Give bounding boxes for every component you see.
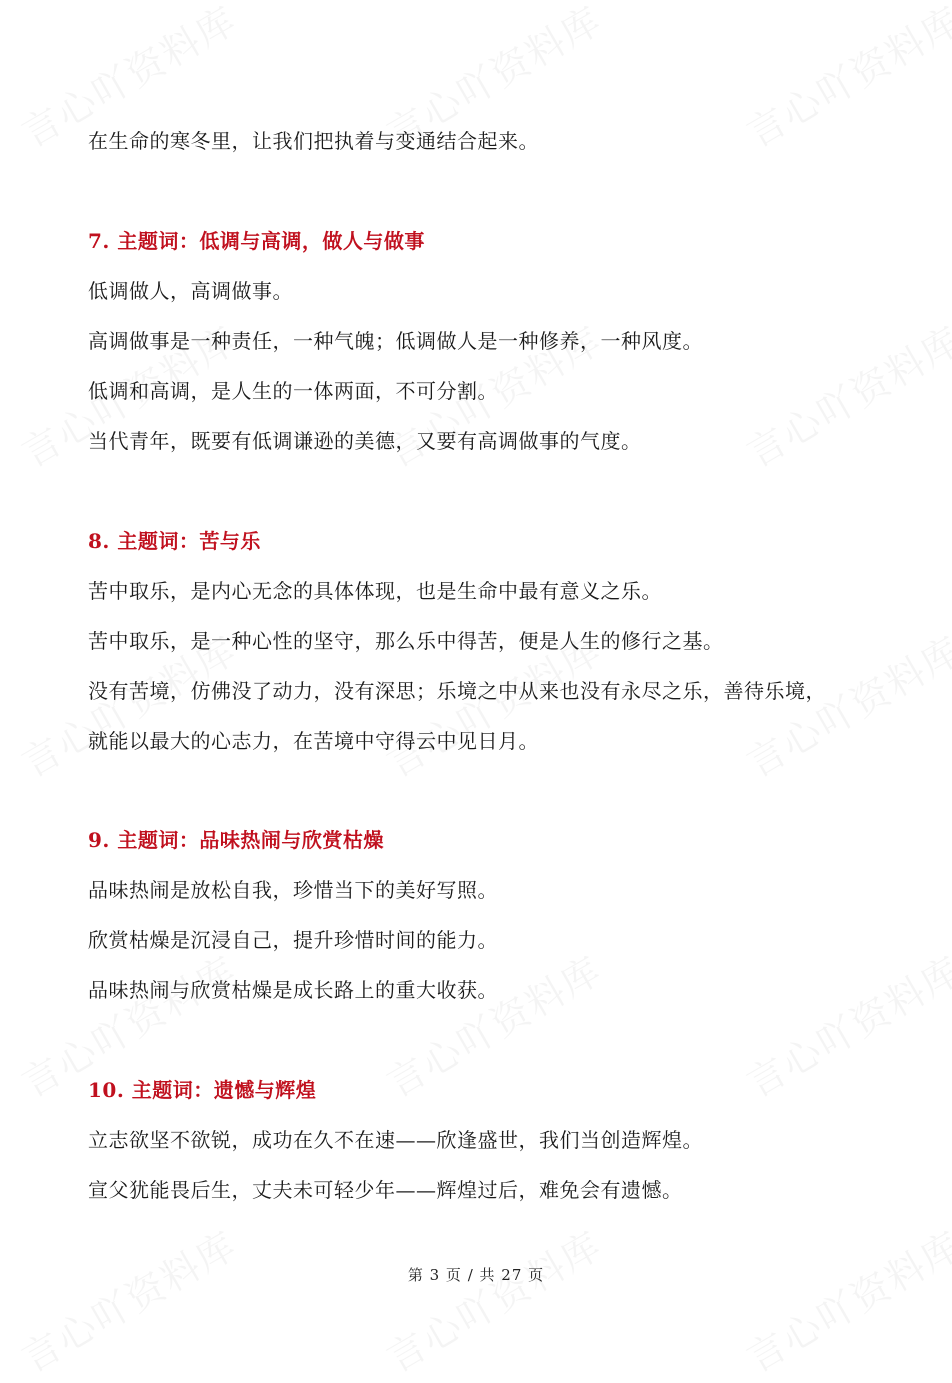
paragraph-line: 低调和高调，是人生的一体两面，不可分割。 (88, 379, 498, 403)
paragraph-line: 低调做人，高调做事。 (88, 279, 293, 303)
section-heading-10: 10. 主题词：遗憾与辉煌 (88, 1078, 317, 1102)
paragraph-line: 高调做事是一种责任，一种气魄；低调做人是一种修养，一种风度。 (88, 329, 703, 353)
page-number-footer: 第 3 页 / 共 27 页 (407, 1266, 545, 1284)
paragraph-line: 就能以最大的心志力，在苦境中守得云中见日月。 (88, 729, 539, 753)
paragraph-line: 欣赏枯燥是沉浸自己，提升珍惜时间的能力。 (88, 928, 498, 952)
paragraph-line: 没有苦境，仿佛没了动力，没有深思；乐境之中从来也没有永尽之乐，善待乐境， (88, 679, 826, 703)
watermark (735, 310, 952, 478)
paragraph-line: 在生命的寒冬里，让我们把执着与变通结合起来。 (88, 129, 539, 153)
section-heading-8: 8. 主题词：苦与乐 (88, 529, 261, 553)
watermark (10, 1215, 245, 1383)
section-heading-7: 7. 主题词：低调与高调，做人与做事 (88, 229, 425, 253)
paragraph-line: 苦中取乐，是内心无念的具体体现，也是生命中最有意义之乐。 (88, 579, 662, 603)
paragraph-line: 品味热闹与欣赏枯燥是成长路上的重大收获。 (88, 978, 498, 1002)
paragraph-line: 品味热闹是放松自我，珍惜当下的美好写照。 (88, 878, 498, 902)
watermark (735, 940, 952, 1108)
paragraph-line: 立志欲坚不欲锐，成功在久不在速——欣逢盛世，我们当创造辉煌。 (88, 1128, 703, 1152)
paragraph-line: 宣父犹能畏后生，丈夫未可轻少年——辉煌过后，难免会有遗憾。 (88, 1178, 683, 1202)
paragraph-line: 当代青年，既要有低调谦逊的美德，又要有高调做事的气度。 (88, 429, 642, 453)
watermark (375, 1215, 610, 1383)
watermark (735, 0, 952, 158)
paragraph-line: 苦中取乐，是一种心性的坚守，那么乐中得苦，便是人生的修行之基。 (88, 629, 724, 653)
section-heading-9: 9. 主题词：品味热闹与欣赏枯燥 (88, 828, 384, 852)
watermark (735, 1215, 952, 1383)
watermark (375, 940, 610, 1108)
